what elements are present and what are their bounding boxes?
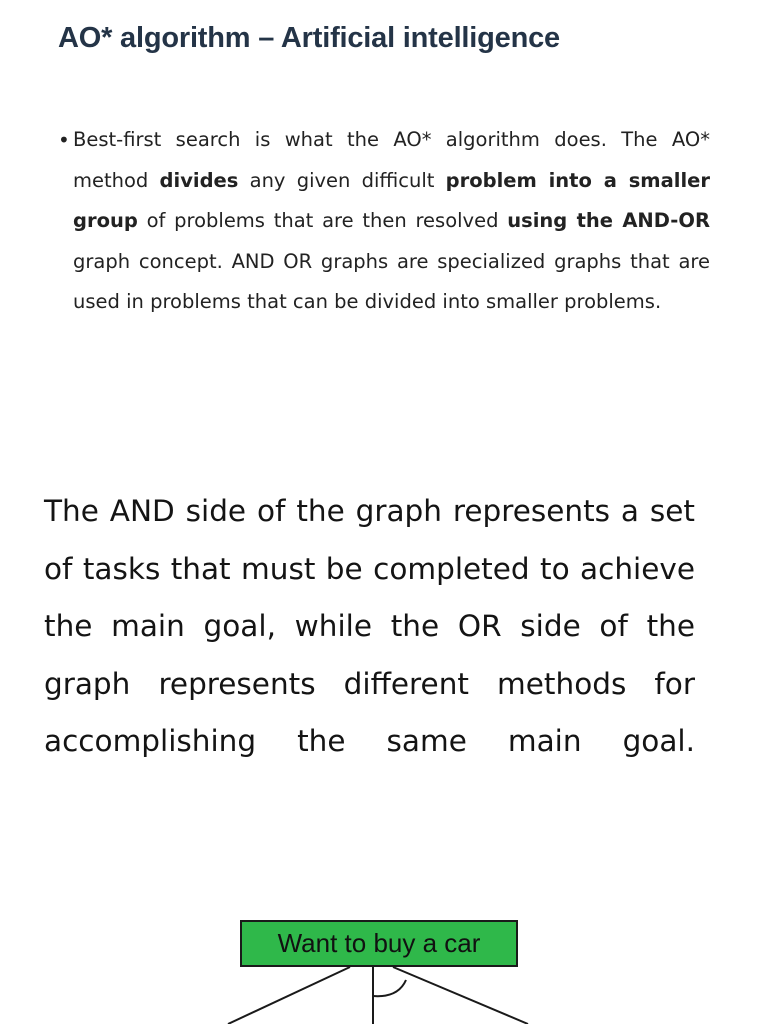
text-segment: graph concept. AND OR graphs are specialized graphs that are used in problems that can be divided into smaller problems. — [73, 249, 710, 313]
bold-text-segment: problem into a smaller group — [73, 168, 710, 232]
page-title: AO* algorithm – Artificial intelligence — [58, 22, 560, 54]
edge-right — [393, 967, 528, 1024]
root-node — [240, 920, 518, 967]
bullet-paragraph — [58, 120, 710, 323]
and-arc — [373, 980, 406, 996]
and-or-graph-diagram — [0, 900, 768, 1024]
text-segment: Best-first search is what the AO* algorithm does. The AO* method — [73, 128, 710, 192]
and-or-explanation: The AND side of the graph represents a set of tasks that must be completed to achieve the main goal, while the OR side of the graph represents different methods for accomplishing the same main goal. — [44, 494, 695, 759]
text-segment: of problems that are then resolved — [137, 209, 508, 232]
bullet-text — [73, 120, 710, 323]
text-segment: any given difficult — [238, 168, 446, 192]
root-node-label: Want to buy a car — [277, 928, 481, 958]
bullet-marker: • — [58, 128, 70, 152]
edge-left — [228, 967, 350, 1024]
bold-text-segment: using the AND-OR — [507, 209, 710, 232]
bold-text-segment: divides — [159, 168, 239, 192]
